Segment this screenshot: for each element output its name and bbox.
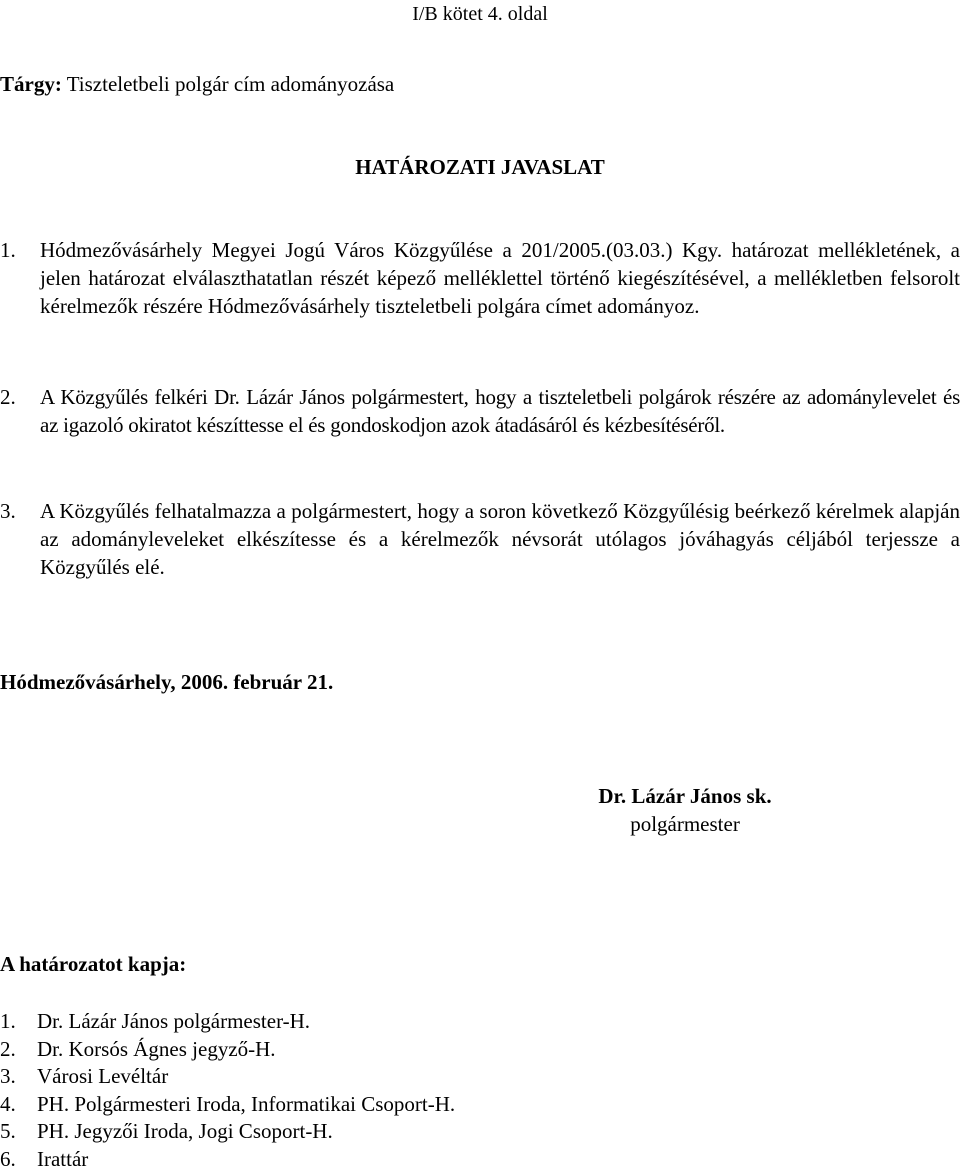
resolution-item-3-block [0,497,960,581]
list-item-text: Dr. Korsós Ágnes jegyző-H. [37,1036,276,1061]
resolution-item [0,236,960,320]
list-item-number: 4. [0,1091,16,1116]
list-item-number: 1. [0,1009,16,1033]
list-item-text: PH. Polgármesteri Iroda, Informatikai Csoport-H. [37,1091,456,1116]
list-item [0,1146,455,1174]
signature-name: Dr. Lázár János sk. [598,784,772,808]
page-reference: I/B kötet 4. oldal [412,3,548,25]
list-item-text: PH. Jegyzői Iroda, Jogi Csoport-H. [37,1119,333,1144]
resolution-item-text: A Közgyűlés felkéri Dr. Lázár János polgármestert, hogy a tiszteletbeli polgárok részére az adománylevelet és az igazoló okiratot készíttesse el és gondoskodjon azok átadásáról és kézbesítéséről. [40,385,960,437]
resolution-item-text: Hódmezővásárhely Megyei Jogú Város Közgyűlése a 201/2005.(03.03.) Kgy. határozat mellékletének, a jelen határozat elválaszthatatlan részét képező melléklettel történő kiegészítésével, a mellékletben felsorolt kérelmezők részére Hódmezővásárhely tiszteletbeli polgára címet adományoz. [40,238,960,318]
resolution-item [0,497,960,581]
resolution-item-text: A Közgyűlés felhatalmazza a polgármestert, hogy a soron következő Közgyűlésig beérkező kérelmek alapján az adományleveleket elkészítesse és a kérelmezők névsorát utólagos jóváhagyás céljából terjessze a Közgyűlés elé. [40,499,960,579]
list-item-number: 6. [0,1146,16,1171]
list-item [0,1063,455,1091]
resolution-item-number: 2. [0,385,16,409]
list-item-text: Dr. Lázár János polgármester-H. [37,1009,311,1033]
list-item-text: Irattár [37,1146,89,1171]
list-item-number: 3. [0,1064,16,1089]
list-item [0,1036,455,1064]
list-item-number: 5. [0,1119,16,1144]
list-item [0,1008,455,1036]
resolution-item [0,383,960,439]
resolution-item-1-block [0,236,960,320]
subject-text: Tiszteletbeli polgár cím adományozása [66,72,395,96]
recipients-title: A határozatot kapja: [0,952,187,976]
signature-role: polgármester [630,812,740,836]
document-title: HATÁROZATI JAVASLAT [355,155,605,179]
resolution-item-2-block [0,383,960,439]
list-item [0,1091,455,1119]
resolution-item-number: 3. [0,499,16,523]
resolution-item-number: 1. [0,238,16,262]
signature-block [560,782,810,838]
list-item [0,1118,455,1146]
subject-label: Tárgy: [0,72,62,96]
recipients-list [0,1008,455,1174]
subject-line [0,70,394,98]
list-item-number: 2. [0,1036,16,1061]
place-date: Hódmezővásárhely, 2006. február 21. [0,670,334,694]
list-item-text: Városi Levéltár [37,1064,169,1089]
